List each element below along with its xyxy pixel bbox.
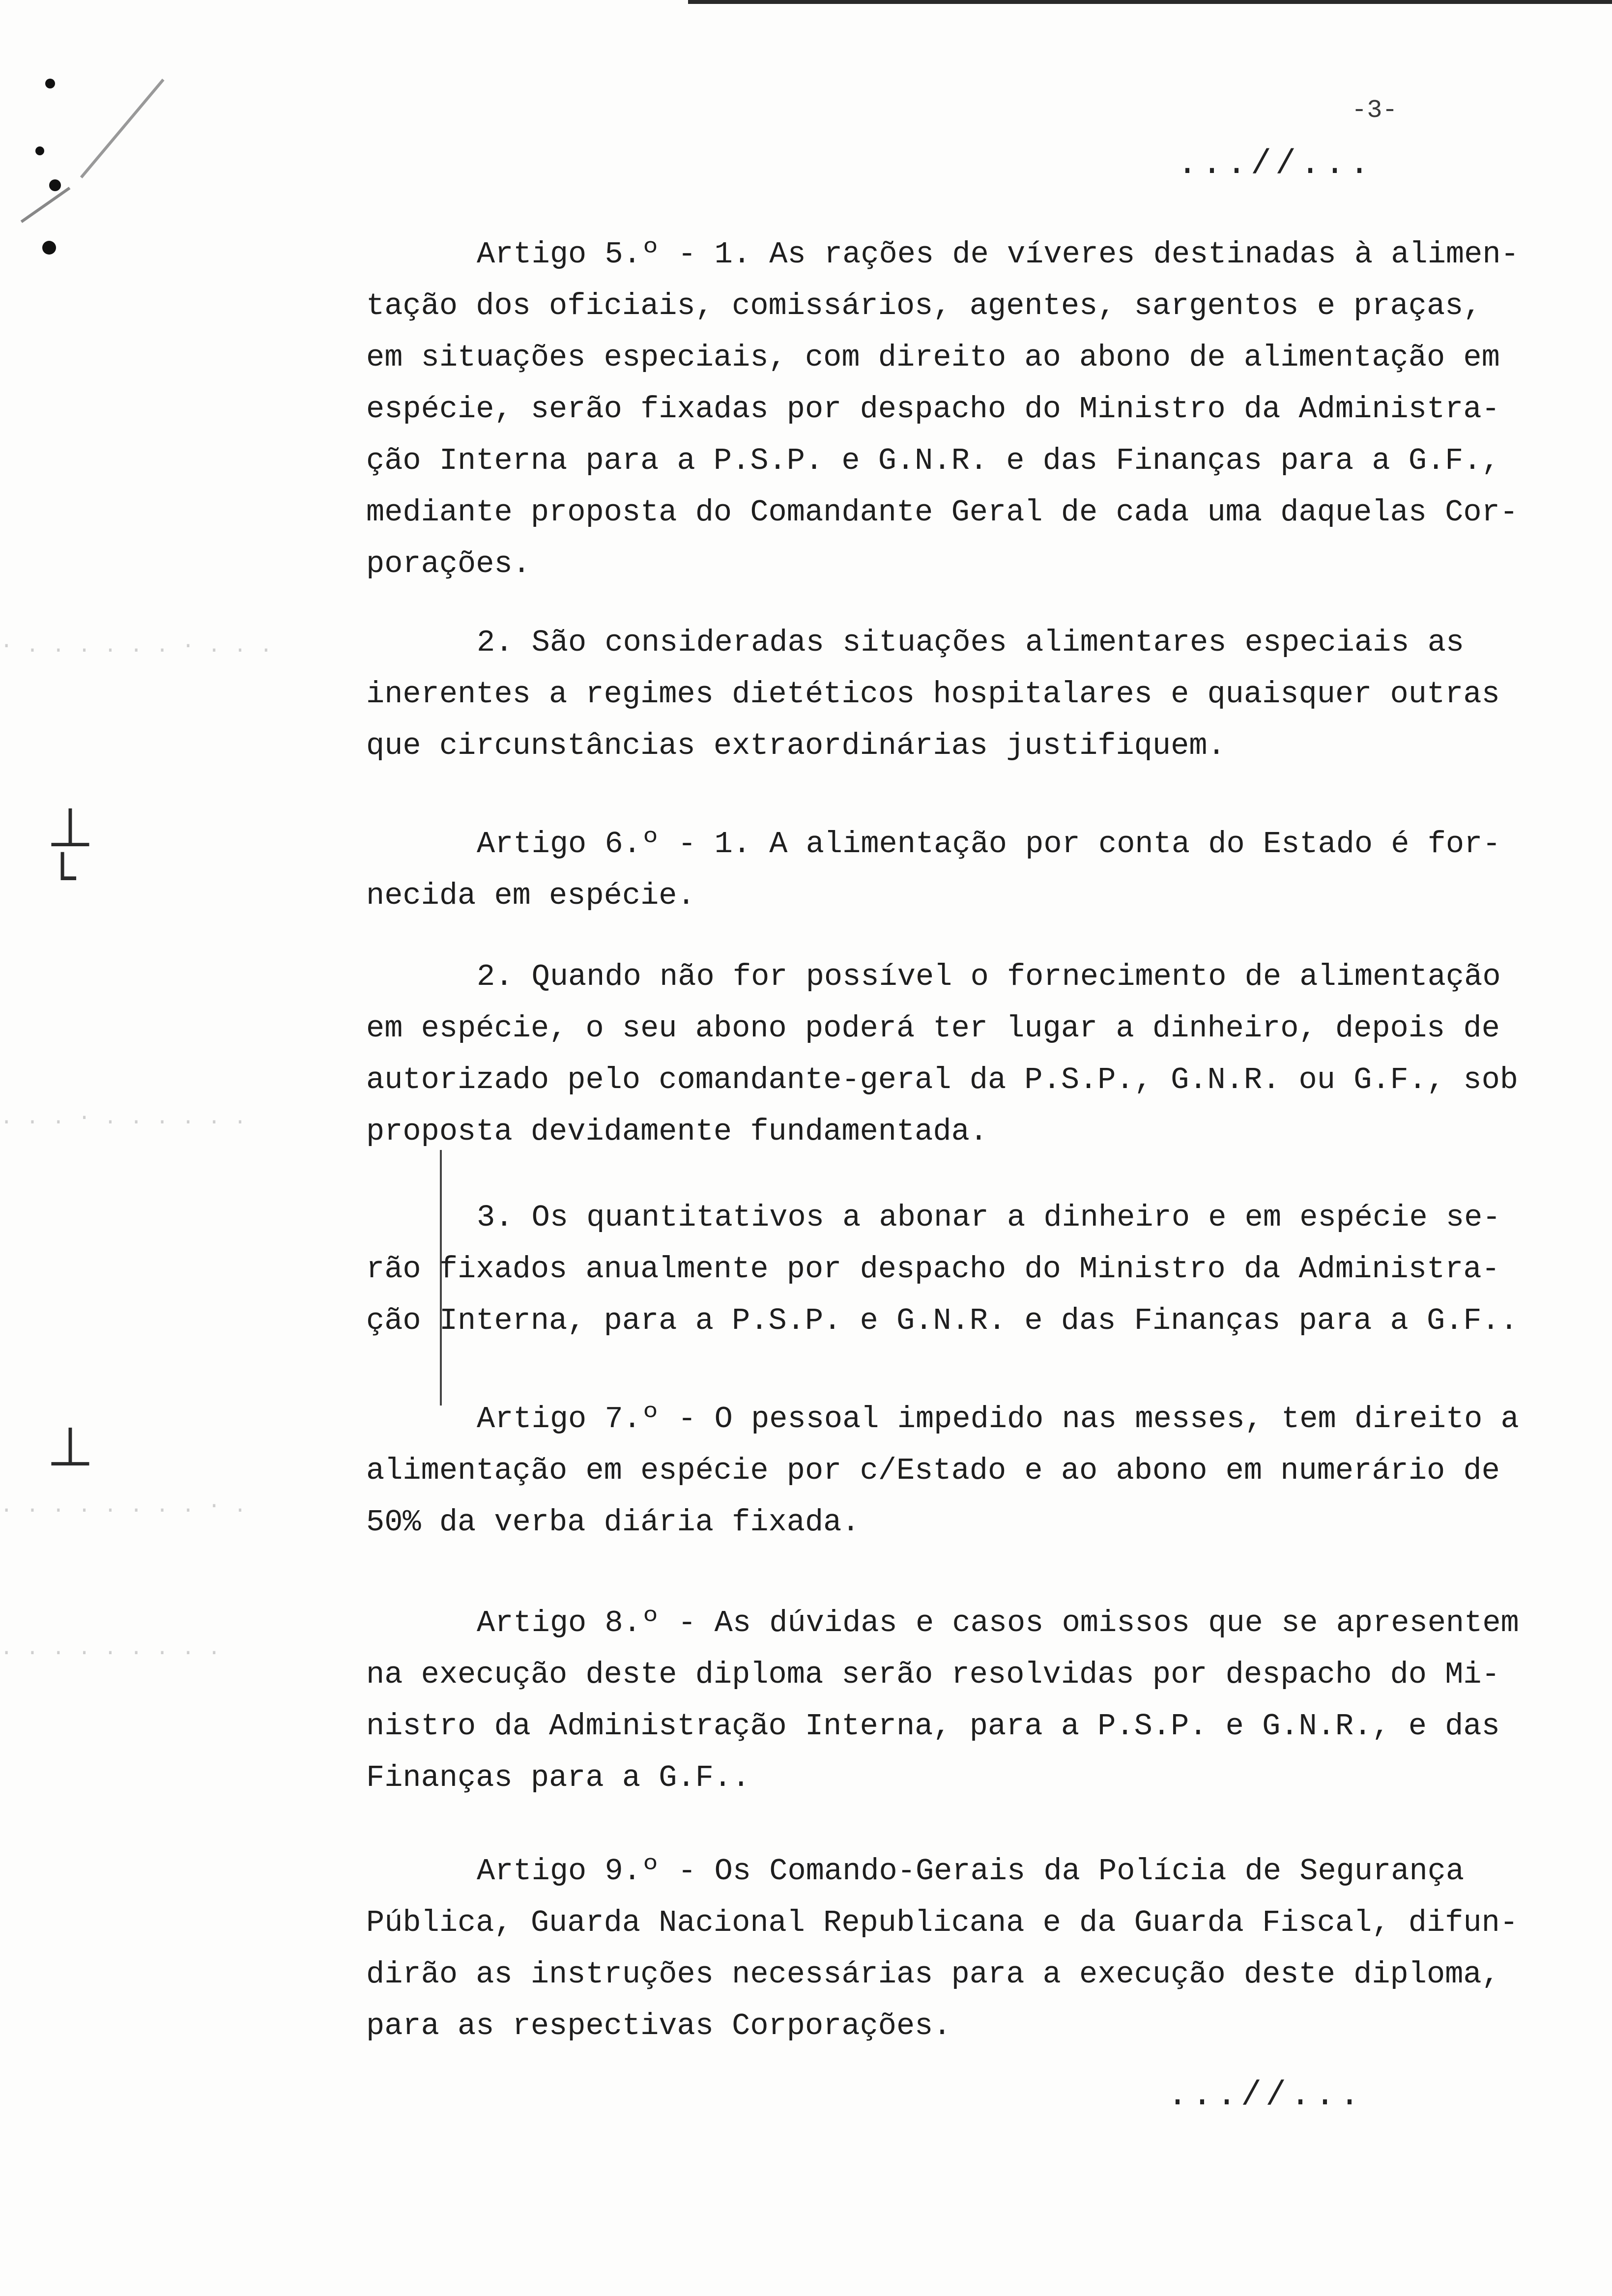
- page-number: -3-: [1352, 96, 1398, 125]
- article-9: [366, 1845, 1516, 2052]
- bleed-through-text: . . . . . . . . · .: [0, 1494, 247, 1519]
- continuation-mark-bottom: ...//...: [1167, 2076, 1364, 2115]
- continuation-mark-top: ...//...: [1177, 145, 1374, 184]
- text-line: ção Interna para a P.S.P. e G.N.R. e das Finanças para a G.F.,: [366, 443, 1500, 478]
- article-5-paragraph-2: [366, 617, 1516, 772]
- text-line: Artigo 6.º - 1. A alimentação por conta do Estado é for-: [477, 827, 1501, 861]
- text-line: Artigo 8.º - As dúvidas e casos omissos que se apresentem: [477, 1606, 1519, 1640]
- text-line: para as respectivas Corporações.: [366, 2009, 951, 2043]
- article-6-paragraph-1: [366, 818, 1516, 921]
- article-6-paragraph-3: [366, 1192, 1516, 1347]
- text-line: em espécie, o seu abono poderá ter lugar a dinheiro, depois de: [366, 1011, 1500, 1046]
- margin-hook-mark: └: [49, 853, 76, 904]
- margin-check-mark: ⊥: [47, 796, 94, 859]
- margin-scribble: [21, 187, 71, 223]
- text-line: Finanças para a G.F..: [366, 1760, 750, 1795]
- text-line: ção Interna, para a P.S.P. e G.N.R. e das Finanças para a G.F..: [366, 1303, 1518, 1338]
- text-line: alimentação em espécie por c/Estado e ao abono em numerário de: [366, 1453, 1500, 1488]
- article-6-paragraph-2: [366, 951, 1516, 1157]
- bleed-through-text: . . . · . . . . . .: [0, 1106, 247, 1130]
- text-line: dirão as instruções necessárias para a execução deste diploma,: [366, 1957, 1500, 1992]
- text-line: Artigo 5.º - 1. As rações de víveres destinadas à alimen-: [477, 237, 1519, 272]
- text-line: nistro da Administração Interna, para a P.S.P. e G.N.R., e das: [366, 1709, 1500, 1744]
- text-line: Artigo 9.º - Os Comando-Gerais da Polícia de Segurança: [477, 1854, 1465, 1889]
- text-line: autorizado pelo comandante-geral da P.S.P., G.N.R. ou G.F., sob: [366, 1062, 1518, 1097]
- margin-speck: [42, 241, 56, 255]
- text-line: Pública, Guarda Nacional Republicana e da Guarda Fiscal, difun-: [366, 1905, 1518, 1940]
- bleed-through-text: . . . . . . . . .: [0, 1636, 221, 1661]
- text-line: 2. Quando não for possível o fornecimento de alimentação: [477, 959, 1501, 994]
- text-line: rão fixados anualmente por despacho do Ministro da Administra-: [366, 1252, 1500, 1287]
- text-line: espécie, serão fixadas por despacho do Ministro da Administra-: [366, 392, 1500, 427]
- article-8: [366, 1597, 1519, 1804]
- text-line: tação dos oficiais, comissários, agentes, sargentos e praças,: [366, 288, 1482, 323]
- article-5-paragraph-1: [366, 229, 1519, 590]
- margin-speck: [45, 79, 55, 88]
- text-line: inerentes a regimes dietéticos hospitalares e quaisquer outras: [366, 677, 1500, 712]
- text-line: na execução deste diploma serão resolvidas por despacho do Mi-: [366, 1657, 1500, 1692]
- text-line: em situações especiais, com direito ao abono de alimentação em: [366, 340, 1500, 375]
- margin-check-mark: ⊥: [47, 1415, 94, 1478]
- text-line: proposta devidamente fundamentada.: [366, 1114, 988, 1149]
- text-line: mediante proposta do Comandante Geral de cada uma daquelas Cor-: [366, 495, 1518, 530]
- text-line: porações.: [366, 546, 531, 581]
- text-line: que circunstâncias extraordinárias justifiquem.: [366, 728, 1226, 763]
- text-line: 3. Os quantitativos a abonar a dinheiro e em espécie se-: [477, 1200, 1501, 1235]
- bleed-through-text: · . . . . . . · . . .: [0, 634, 273, 659]
- margin-speck: [49, 179, 61, 191]
- article-7: [366, 1393, 1519, 1548]
- text-line: 50% da verba diária fixada.: [366, 1505, 860, 1540]
- top-edge-rule: [688, 0, 1612, 4]
- text-line: necida em espécie.: [366, 878, 695, 913]
- margin-scribble: [80, 79, 165, 178]
- margin-speck: [35, 146, 44, 155]
- text-line: Artigo 7.º - O pessoal impedido nas messes, tem direito a: [477, 1402, 1519, 1436]
- text-line: 2. São consideradas situações alimentares especiais as: [477, 625, 1465, 660]
